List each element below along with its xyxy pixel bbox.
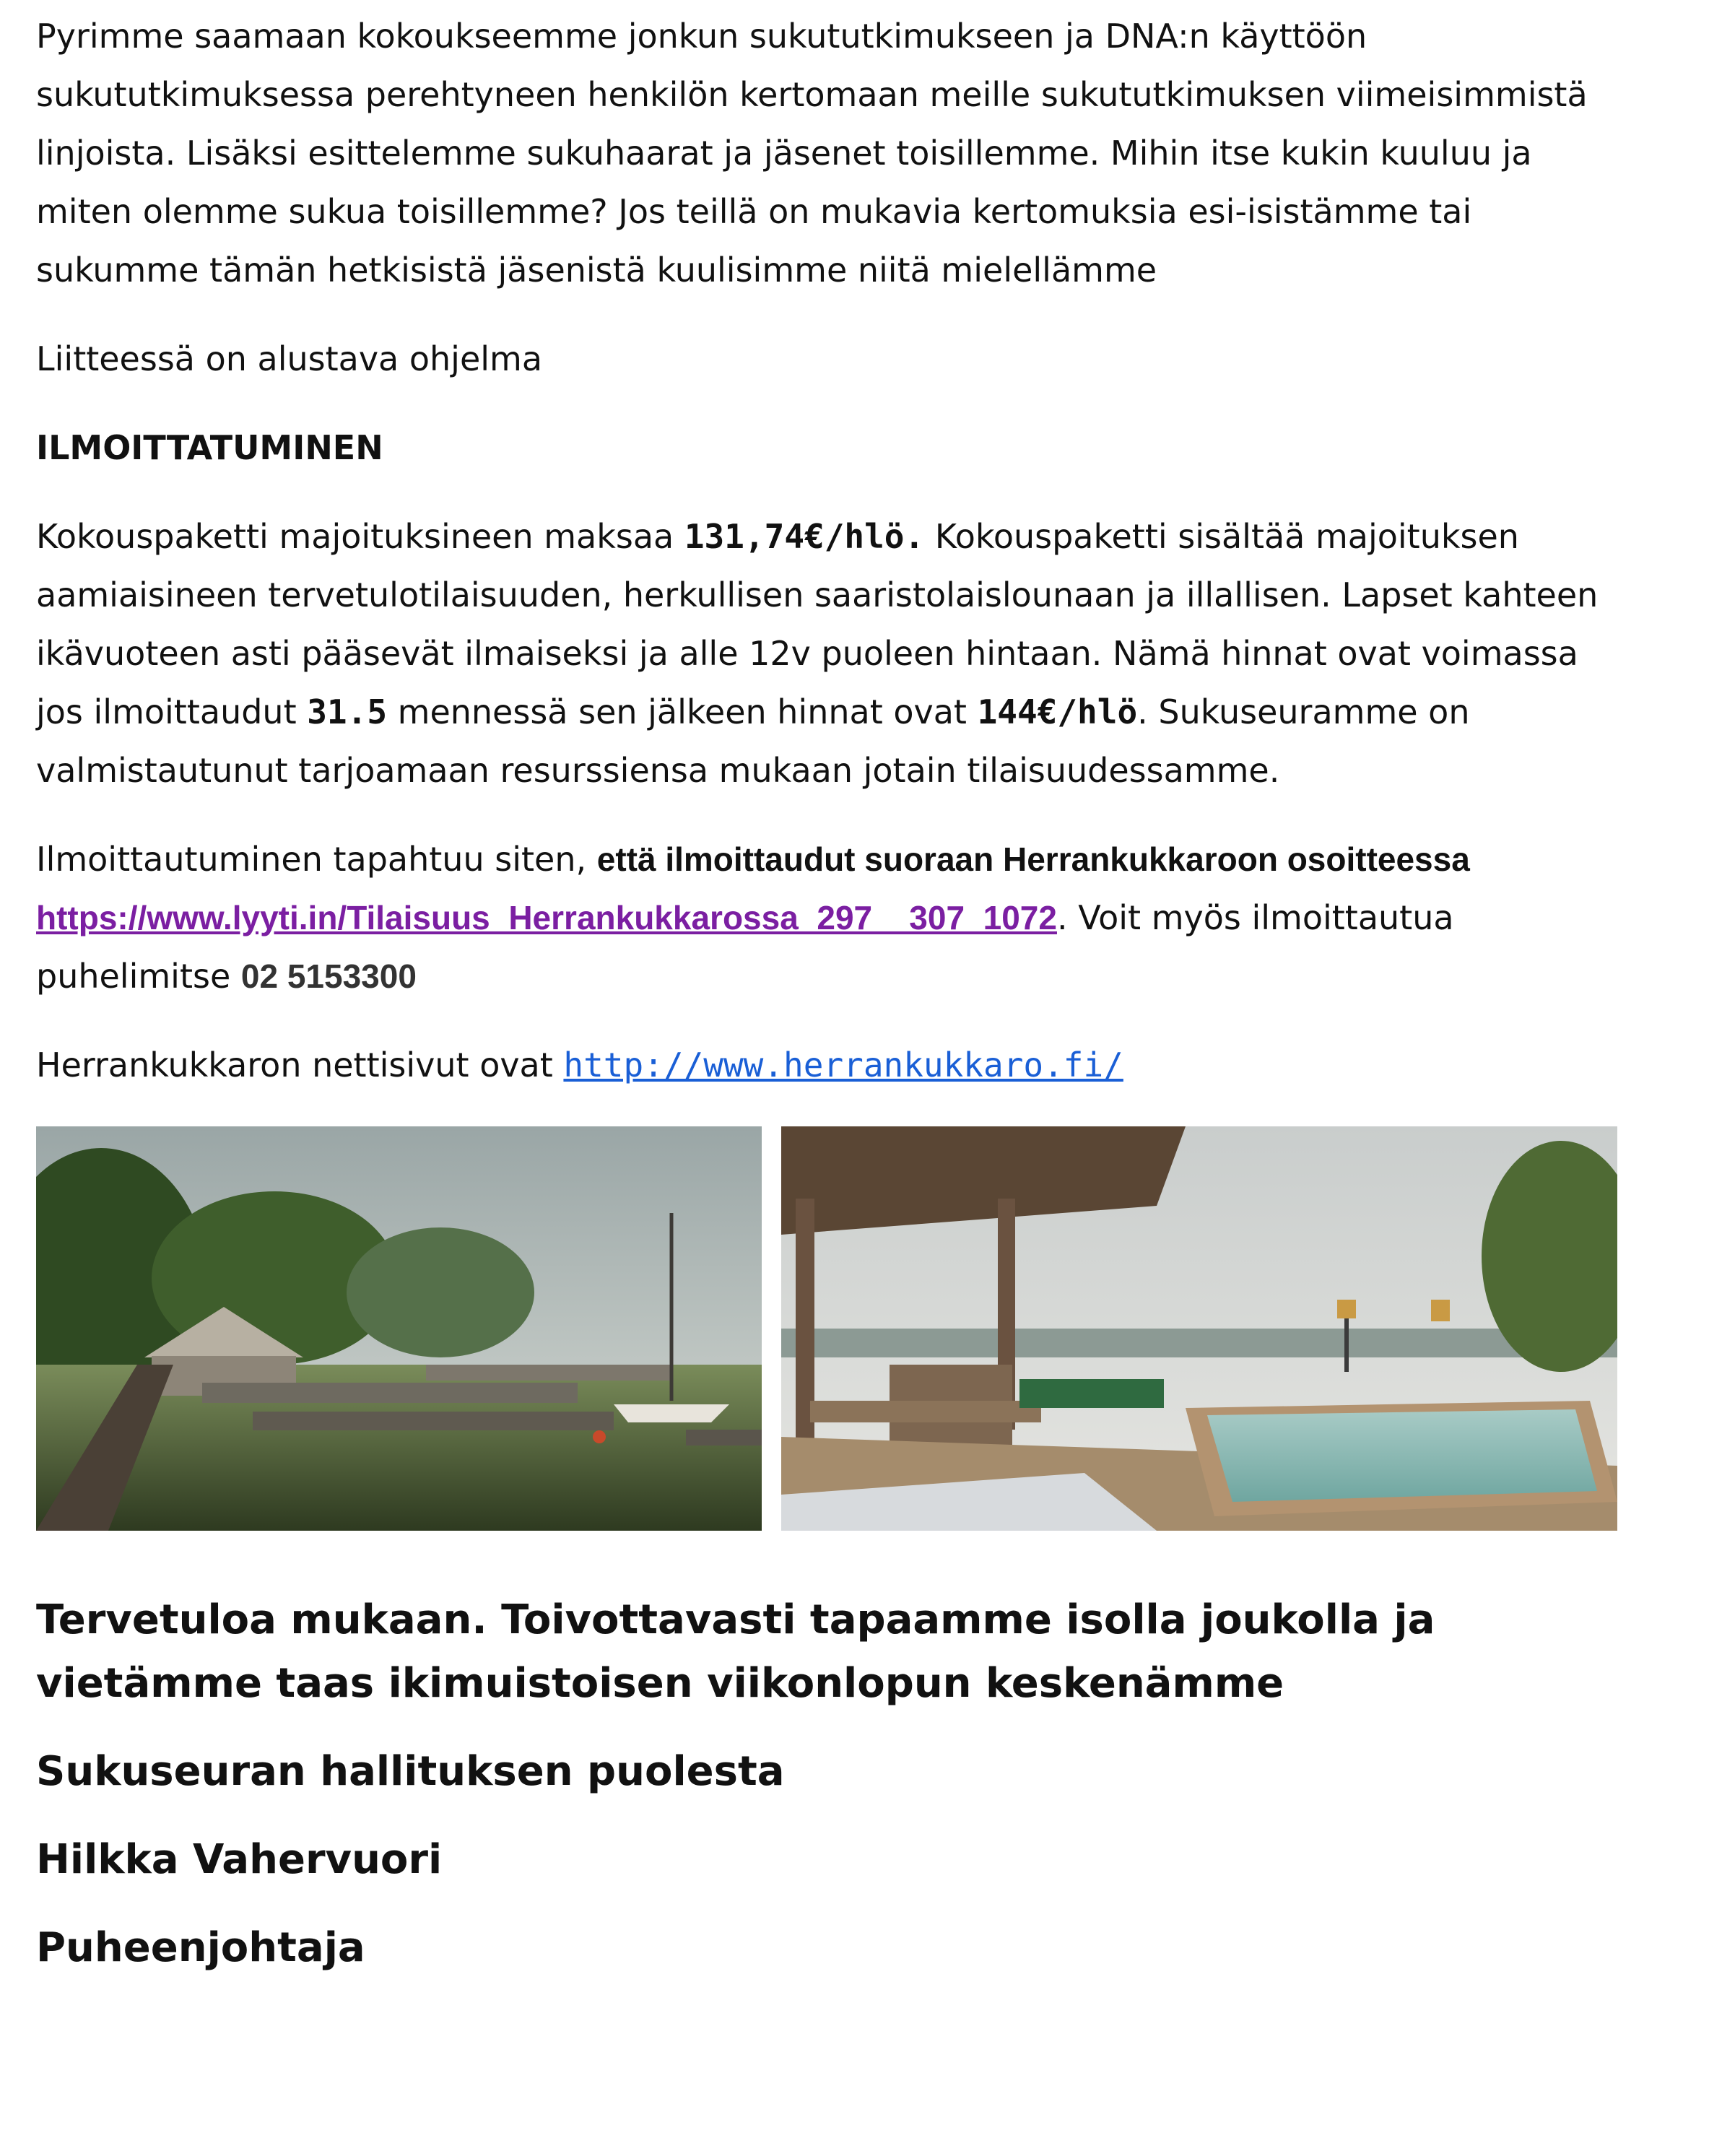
- price-text-a: Kokouspaketti majoituksineen maksaa: [36, 517, 684, 556]
- registration-bold-text: että ilmoittaudut suoraan Herrankukkaroon osoitteessa: [596, 840, 1470, 878]
- phone-number: 02 5153300: [240, 957, 417, 995]
- hot-tub-photo: [781, 1126, 1617, 1531]
- price-text-c: mennessä sen jälkeen hinnat ovat: [387, 692, 978, 731]
- harbor-photo: [36, 1126, 762, 1531]
- herrankukkaro-website-link[interactable]: http://www.herrankukkaro.fi/: [563, 1046, 1123, 1084]
- photo-row: [36, 1126, 1625, 1531]
- intro-paragraph: Pyrimme saamaan kokoukseemme jonkun sukututkimukseen ja DNA:n käyttöön sukututkimuksessa perehtyneen henkilön kertomaan meille sukututkimuksen viimeisimmistä linjoista. Lisäksi esittelemme sukuhaarat ja jäsenet toisillemme. Mihin itse kukin kuuluu ja miten olemme sukua toisillemme? Jos teillä on mukavia kertomuksia esi-isistämme tai sukumme tämän hetkisistä jäsenistä kuulisimme niitä mielellämme: [36, 17, 1588, 290]
- price-text-b: Kokouspaketti sisältää majoituksen aamiaisineen tervetulotilaisuuden, herkullisen saaristolaislounaan ja illallisen. Lapset kahteen ikävuoteen asti pääsevät ilmaiseksi ja alle 12v puoleen hintaan. Nämä hinnat ovat voimassa jos ilmoittaudut: [36, 517, 1599, 731]
- on-behalf-text: Sukuseuran hallituksen puolesta: [36, 1748, 785, 1795]
- price-paragraph: [36, 508, 1625, 800]
- website-text: Herrankukkaron nettisivut ovat: [36, 1046, 564, 1084]
- hot-tub-photo-image: [781, 1126, 1617, 1531]
- document-body: [36, 7, 1625, 1095]
- attachment-note: Liitteessä on alustava ohjelma: [36, 339, 543, 378]
- website-paragraph: [36, 1036, 1625, 1095]
- welcome-text: Tervetuloa mukaan. Toivottavasti tapaamme isolla joukolla ja vietämme taas ikimuistoisen viikonlopun keskenämme: [36, 1596, 1435, 1707]
- registration-text-a: Ilmoittautuminen tapahtuu siten,: [36, 840, 597, 879]
- price-early: 131,74€/hlö.: [684, 517, 925, 556]
- registration-deadline: 31.5: [307, 692, 388, 731]
- lyyti-registration-link[interactable]: https://www.lyyti.in/Tilaisuus_Herrankukkarossa_297__307_1072: [36, 899, 1057, 936]
- registration-heading: ILMOITTATUMINEN: [36, 428, 383, 467]
- harbor-photo-image: [36, 1126, 762, 1531]
- price-text-d: . Sukuseuramme on valmistautunut tarjoamaan resurssiensa mukaan jotain tilaisuudessamme.: [36, 692, 1470, 790]
- signer-title: Puheenjohtaja: [36, 1924, 365, 1971]
- registration-text-b: . Voit myös ilmoittautua puhelimitse: [36, 898, 1454, 996]
- registration-paragraph: [36, 830, 1625, 1006]
- price-late: 144€/hlö: [977, 692, 1138, 731]
- signer-name: Hilkka Vahervuori: [36, 1836, 443, 1883]
- closing-section: [36, 1588, 1625, 1980]
